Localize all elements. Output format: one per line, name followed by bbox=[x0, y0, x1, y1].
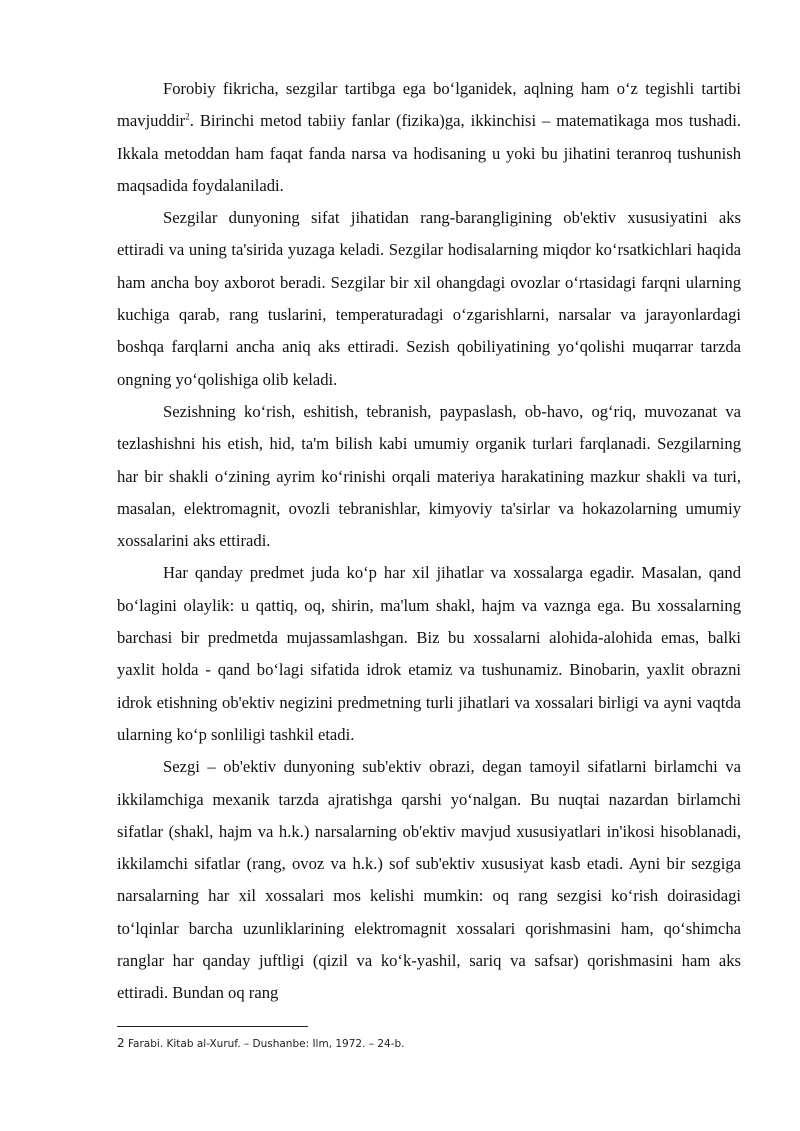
paragraph-4: Har qanday predmet juda ko‘p har xil jihatlar va xossalarga egadir. Masalan, qand bo‘lagini olaylik: u qattiq, oq, shirin, ma'lum shakl, hajm va vaznga ega. Bu xossalarning barchasi bir predmetda mujassamlashgan. Biz bu xossalarni alohida-alohida emas, balki yaxlit holda - qand bo‘lagi sifatida idrok etamiz va tushunamiz. Binobarin, yaxlit obrazni idrok etishning ob'ektiv negizini predmetning turli jihatlari va xossalari birligi va ayni vaqtda ularning ko‘p sonliligi tashkil etadi. bbox=[117, 563, 741, 744]
footnote-separator bbox=[117, 1026, 308, 1027]
footnote-text: Farabi. Kitab al-Xuruf. – Dushanbe: Ilm, 1972. – 24-b. bbox=[124, 1038, 405, 1050]
body-text bbox=[117, 73, 741, 1010]
paragraph-1-text-continued: . Birinchi metod tabiiy fanlar (fizika)ga, ikkinchisi – matematikaga mos tushadi. Ikkala metoddan ham faqat fanda narsa va hodisaning u yoki bu jihatini teranroq tushunish maqsadida foydalaniladi. bbox=[117, 111, 741, 195]
paragraph-2: Sezgilar dunyoning sifat jihatidan rang-barangligining ob'ektiv xususiyatini aks ettiradi va uning ta'sirida yuzaga keladi. Sezgilar hodisalarning miqdor ko‘rsatkichlari haqida ham ancha boy axborot beradi. Sezgilar bir xil ohangdagi ovozlar o‘rtasidagi farqni ularning kuchiga qarab, rang tuslarini, temperaturadagi o‘zgarishlarni, narsalar va jarayonlardagi boshqa farqlarni ancha aniq aks ettiradi. Sezish qobiliyatining yo‘qolishi muqarrar tarzda ongning yo‘qolishiga olib keladi. bbox=[117, 208, 741, 389]
paragraph-5: Sezgi – ob'ektiv dunyoning sub'ektiv obrazi, degan tamoyil sifatlarni birlamchi va ikkilamchiga mexanik tarzda ajratishga qarshi yo‘nalgan. Bu nuqtai nazardan birlamchi sifatlar (shakl, hajm va h.k.) narsalarning ob'ektiv mavjud xususiyatlari in'ikosi hisoblanadi, ikkilamchi sifatlar (rang, ovoz va h.k.) sof sub'ektiv xususiyat kasb etadi. Ayni bir sezgiga narsalarning har xil xossalari mos kelishi mumkin: oq rang sezgisi ko‘rish doirasidagi to‘lqinlar barcha uzunliklarining elektromagnit xossalari qorishmasini ham, qo‘shimcha ranglar har qanday juftligi (qizil va ko‘k-yashil, sariq va safsar) qorishmasini ham aks ettiradi. Bundan oq rang bbox=[117, 757, 741, 1003]
footnote-reference[interactable]: 2 bbox=[185, 111, 190, 122]
footnote bbox=[117, 1036, 741, 1051]
paragraph-1-text: Forobiy fikricha, sezgilar tartibga ega bo‘lganidek, aqlning ham o‘z tegishli tartibi mavjuddir bbox=[117, 79, 741, 131]
footnote-number: 2 bbox=[117, 1036, 125, 1050]
paragraph-1 bbox=[117, 73, 741, 202]
paragraph-3: Sezishning ko‘rish, eshitish, tebranish, paypaslash, ob-havo, og‘riq, muvozanat va tezlashishni his etish, hid, ta'm bilish kabi umumiy organik turlari farqlanadi. Sezgilarning har bir shakli o‘zining ayrim ko‘rinishi orqali materiya harakatining mazkur shakli va turi, masalan, elektromagnit, ovozli tebranishlar, kimyoviy ta'sirlar va hokazolarning umumiy xossalarini aks ettiradi. bbox=[117, 401, 741, 551]
